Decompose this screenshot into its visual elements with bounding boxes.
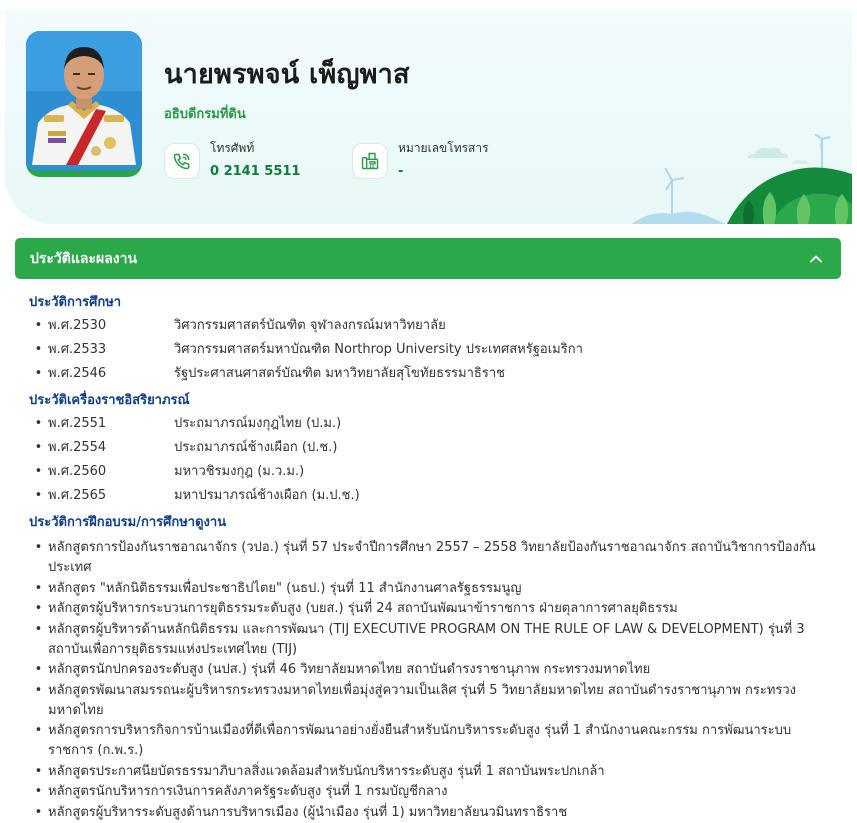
list-item: • หลักสูตรนักปกครองระดับสูง (นปส.) รุ่นที่ 46 วิทยาลัยมหาดไทย สถาบันดำรงราชานุภาพ กระทรวงมหาดไทย: [34, 662, 651, 677]
list-item: • พ.ศ.2560 มหาวชิรมงกุฎ (ม.ว.ม.): [34, 464, 305, 479]
training-title: ประวัติการฝึกอบรม/การศึกษาดูงาน: [29, 515, 227, 530]
list-item: • หลักสูตรผู้บริหารด้านหลักนิติธรรม และการพัฒนา (TIJ EXECUTIVE PROGRAM ON THE RULE OF LAW & DEVELOPMENT) รุ่นที่ 3 สถาบันเพื่อการยุติธรรมแห่งประเทศไทย (TIJ): [34, 621, 805, 657]
fax-number: -: [398, 164, 404, 179]
chevron-up-icon[interactable]: [809, 252, 823, 266]
education-title: ประวัติการศึกษา: [29, 295, 122, 310]
list-item: • หลักสูตรผู้บริหารระดับสูงด้านการบริหารเมือง (ผู้นำเมือง รุ่นที่ 1) มหาวิทยาลัยนวมินทราธิราช: [34, 804, 568, 820]
profile-card: [5, 10, 852, 224]
history-accordion-toggle[interactable]: [15, 238, 841, 279]
person-position: อธิบดีกรมที่ดิน: [164, 107, 246, 122]
person-name: นายพรพจน์ เพ็ญพาส: [164, 59, 410, 90]
list-item: • หลักสูตรการป้องกันราชอาณาจักร (วปอ.) รุ่นที่ 57 ประจำปีการศึกษา 2557 – 2558 วิทยาลัยป้องกันราชอาณาจักร สถาบันวิชาการป้องกันประเทศ: [34, 540, 816, 575]
accordion-content: [29, 293, 829, 823]
fax-label: หมายเลขโทรสาร: [398, 141, 489, 155]
list-item: • หลักสูตร "หลักนิติธรรมเพื่อประชาธิปไตย" (นธป.) รุ่นที่ 11 สำนักงานศาลรัฐธรรมนูญ: [34, 580, 522, 596]
portrait-image: [26, 31, 142, 165]
training-list: [29, 538, 829, 823]
decorative-landscape-illustration: [632, 134, 852, 224]
list-item: • หลักสูตรพัฒนาสมรรถนะผู้บริหารกระทรวงมหาดไทยเพื่อมุ่งสู่ความเป็นเลิศ รุ่นที่ 5 วิทยาลัยมหาดไทย สถาบันดำรงราชานุภาพ กระทรวงมหาดไทย: [34, 682, 797, 718]
list-item: • พ.ศ.2565 มหาปรมาภรณ์ช้างเผือก (ม.ป.ช.): [34, 488, 360, 503]
education-list: [29, 316, 829, 388]
fax-contact: [352, 138, 489, 179]
list-item: • พ.ศ.2551 ประถมาภรณ์มงกุฎไทย (ป.ม.): [34, 416, 342, 431]
list-item: • หลักสูตรประกาศนียบัตรธรรมาภิบาลสิ่งแวดล้อมสำหรับนักบริหารระดับสูง รุ่นที่ 1 สถาบันพระปกเกล้า: [34, 763, 605, 779]
list-item: • พ.ศ.2530 วิศวกรรมศาสตร์บัณฑิต จุฬาลงกรณ์มหาวิทยาลัย: [34, 318, 446, 333]
phone-number[interactable]: 0 2141 5511: [210, 164, 301, 179]
list-item: • หลักสูตรผู้บริหารกระบวนการยุติธรรมระดับสูง (บยส.) รุ่นที่ 24 สถาบันพัฒนาข้าราชการ ฝ่ายตุลาการศาลยุติธรรม: [34, 601, 678, 616]
phone-label: โทรศัพท์: [210, 141, 255, 155]
decorations-title: ประวัติเครื่องราชอิสริยาภรณ์: [29, 393, 190, 408]
decorations-list: [29, 414, 829, 510]
list-item: • หลักสูตรการบริหารกิจการบ้านเมืองที่ดีเพื่อการพัฒนาอย่างยั่งยืนสำหรับนักบริหารระดับสูง รุ่นที่ 1 สำนักงานคณะกรรม การพัฒนาระบบราชการ (ก.พ.ร.): [34, 723, 792, 758]
list-item: • พ.ศ.2533 วิศวกรรมศาสตร์มหาบัณฑิต Northrop University ประเทศสหรัฐอเมริกา: [34, 342, 583, 357]
phone-icon: [164, 143, 200, 179]
phone-contact: [164, 138, 300, 179]
list-item: • พ.ศ.2554 ประถมาภรณ์ช้างเผือก (ป.ช.): [34, 440, 338, 455]
list-item: • พ.ศ.2546 รัฐประศาสนศาสตร์บัณฑิต มหาวิทยาลัยสุโขทัยธรรมาธิราช: [34, 366, 505, 381]
accordion-title: ประวัติและผลงาน: [30, 250, 138, 267]
list-item: • หลักสูตรนักบริหารการเงินการคลังภาครัฐระดับสูง รุ่นที่ 1 กรมบัญชีกลาง: [34, 784, 448, 799]
profile-photo: [26, 31, 142, 177]
fax-icon: [352, 143, 388, 179]
